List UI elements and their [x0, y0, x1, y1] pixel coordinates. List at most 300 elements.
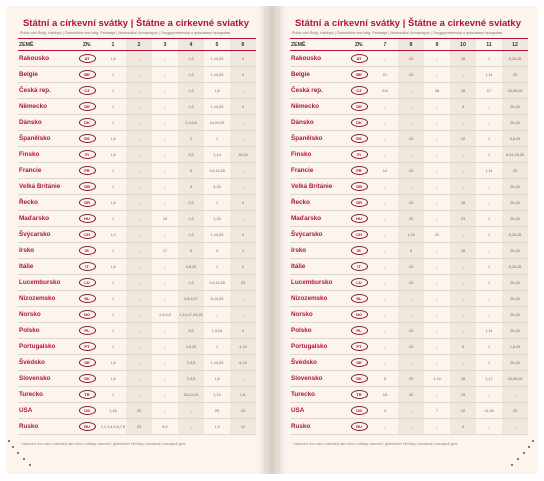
country-name: USA — [290, 403, 346, 419]
holiday-dates-cell: 5,6 — [178, 323, 204, 339]
holiday-dates-cell: – — [126, 387, 152, 403]
country-code-badge: SK — [79, 374, 96, 383]
country-name: Německo — [18, 99, 74, 115]
holiday-dates-cell: 2,5,25 — [178, 339, 204, 355]
table-row — [18, 163, 256, 179]
table-row — [290, 51, 528, 67]
footnote: * nahrazení dne volna / náhradný deň voľna / holidays observed / gesetzlicher Feiertag / szabadnap / выходной день — [292, 442, 458, 446]
holiday-dates-cell: 1 — [100, 211, 126, 227]
holiday-dates-cell: – — [424, 291, 450, 307]
holiday-dates-cell: – — [126, 339, 152, 355]
holiday-dates-cell: 1,8 — [204, 371, 230, 387]
country-name: Španělsko — [290, 131, 346, 147]
holiday-dates-cell: – — [152, 131, 178, 147]
country-code-badge: BE — [79, 70, 96, 79]
holiday-dates-cell: 11,28 — [476, 403, 502, 419]
holiday-dates-cell: 17 — [152, 243, 178, 259]
holiday-dates-cell: – — [424, 115, 450, 131]
holiday-dates-cell: 1 — [100, 291, 126, 307]
holiday-dates-cell: – — [230, 131, 256, 147]
country-code-cell — [74, 419, 100, 435]
holiday-dates-cell: – — [152, 403, 178, 419]
holiday-dates-cell: 28 — [450, 371, 476, 387]
country-code-cell — [74, 387, 100, 403]
holiday-dates-cell: – — [398, 99, 424, 115]
country-code-badge: NL — [351, 294, 368, 303]
holiday-dates-cell: 20 — [126, 403, 152, 419]
holiday-dates-cell: – — [152, 371, 178, 387]
country-code-badge: DK — [351, 118, 368, 127]
holiday-dates-cell: 5 — [450, 339, 476, 355]
country-name: Lucembursko — [290, 275, 346, 291]
holiday-dates-cell: – — [126, 275, 152, 291]
column-header-month: 10 — [450, 39, 476, 51]
corner-dots-left — [8, 440, 9, 441]
country-code-badge: NO — [351, 310, 368, 319]
country-name: Francie — [18, 163, 74, 179]
holiday-dates-cell: – — [372, 147, 398, 163]
country-code-badge: TR — [79, 390, 96, 399]
holiday-dates-cell: 1 — [100, 67, 126, 83]
country-code-cell — [74, 115, 100, 131]
holiday-dates-cell: – — [126, 163, 152, 179]
country-name: Řecko — [290, 195, 346, 211]
holiday-dates-cell: 12 — [450, 131, 476, 147]
holiday-dates-cell: 1,2,3,4,5,6,7,8 — [100, 419, 126, 435]
country-code-cell — [74, 403, 100, 419]
country-name: Česká rep. — [290, 83, 346, 99]
country-code-badge: PL — [79, 326, 96, 335]
table-row — [18, 339, 256, 355]
holiday-dates-cell: 1 — [476, 211, 502, 227]
country-code-cell — [346, 371, 372, 387]
holiday-dates-cell: 26 — [450, 51, 476, 67]
column-header-code: ZN. — [346, 39, 372, 51]
holiday-dates-cell: – — [424, 179, 450, 195]
country-code-cell — [74, 179, 100, 195]
country-name: Irsko — [290, 243, 346, 259]
country-code-badge: SE — [351, 358, 368, 367]
holiday-dates-cell: 15 — [398, 259, 424, 275]
holiday-dates-cell: – — [126, 291, 152, 307]
holiday-dates-cell: 2,3,5 — [178, 355, 204, 371]
country-code-cell — [346, 147, 372, 163]
holiday-dates-cell: 1,5 — [178, 211, 204, 227]
holiday-dates-cell: 1,14,25 — [204, 99, 230, 115]
holiday-dates-cell: – — [424, 339, 450, 355]
holiday-dates-cell: 25 — [204, 403, 230, 419]
holiday-dates-cell: – — [450, 323, 476, 339]
holiday-dates-cell: 1 — [100, 339, 126, 355]
holiday-dates-cell: 1,11 — [476, 323, 502, 339]
holiday-dates-cell: – — [230, 307, 256, 323]
table-header-row — [18, 39, 256, 51]
country-code-cell — [346, 275, 372, 291]
column-header-month: 9 — [424, 39, 450, 51]
country-name: Portugalsko — [290, 339, 346, 355]
country-name: Maďarsko — [290, 211, 346, 227]
country-code-cell — [346, 99, 372, 115]
holiday-dates-cell: 2,3,5,6 — [178, 115, 204, 131]
holiday-dates-cell: – — [372, 259, 398, 275]
holiday-dates-cell: 2 — [230, 259, 256, 275]
holiday-dates-cell: – — [398, 179, 424, 195]
table-row — [18, 275, 256, 291]
holiday-table-left — [18, 38, 256, 435]
holiday-dates-cell: 15 — [398, 67, 424, 83]
holiday-dates-cell: 4 — [204, 243, 230, 259]
holiday-dates-cell: 12 — [450, 403, 476, 419]
holiday-dates-cell: 5,14,25 — [204, 291, 230, 307]
country-code-cell — [346, 51, 372, 67]
holiday-dates-cell: 1,14,25 — [204, 51, 230, 67]
holiday-dates-cell: 1 — [204, 339, 230, 355]
holiday-dates-cell: – — [476, 291, 502, 307]
country-name: Polsko — [18, 323, 74, 339]
holiday-dates-cell: 1 — [230, 243, 256, 259]
country-name: Dánsko — [18, 115, 74, 131]
holiday-dates-cell: 18,20 — [230, 147, 256, 163]
holiday-dates-cell: – — [126, 115, 152, 131]
holiday-dates-cell: 8,9 — [152, 419, 178, 435]
holiday-dates-cell: – — [476, 195, 502, 211]
holiday-dates-cell: – — [424, 67, 450, 83]
holiday-dates-cell: – — [178, 419, 204, 435]
country-code-cell — [74, 243, 100, 259]
country-code-badge: GR — [351, 198, 368, 207]
holiday-dates-cell: 1 — [100, 243, 126, 259]
holiday-dates-cell: 15 — [398, 131, 424, 147]
holiday-dates-cell: 5,6 — [372, 83, 398, 99]
holiday-dates-cell: – — [126, 371, 152, 387]
holiday-dates-cell: 1 — [476, 51, 502, 67]
table-row — [18, 259, 256, 275]
holiday-dates-cell: – — [398, 115, 424, 131]
holiday-dates-cell: – — [372, 99, 398, 115]
holiday-dates-cell: – — [230, 163, 256, 179]
table-row — [18, 355, 256, 371]
country-code-badge: CH — [351, 230, 368, 239]
holiday-dates-cell: – — [230, 371, 256, 387]
holiday-dates-cell: – — [450, 163, 476, 179]
holiday-dates-cell: – — [424, 211, 450, 227]
holiday-dates-cell: 1,5 — [178, 275, 204, 291]
column-header-month: 7 — [372, 39, 398, 51]
country-code-badge: NL — [79, 294, 96, 303]
holiday-dates-cell: – — [424, 99, 450, 115]
holiday-dates-cell: – — [372, 115, 398, 131]
holiday-dates-cell: 1 — [204, 259, 230, 275]
holiday-dates-cell: 25,26 — [502, 115, 528, 131]
holiday-dates-cell: – — [126, 131, 152, 147]
holiday-dates-cell: – — [424, 163, 450, 179]
holiday-dates-cell: 1 — [476, 355, 502, 371]
holiday-dates-cell: 30 — [398, 387, 424, 403]
country-code-cell — [74, 99, 100, 115]
holiday-dates-cell: 25 — [502, 67, 528, 83]
column-header-month: 6 — [230, 39, 256, 51]
holiday-dates-cell: 1,25 — [204, 211, 230, 227]
holiday-dates-cell: 3,5 — [178, 147, 204, 163]
holiday-dates-cell: 20 — [398, 211, 424, 227]
holiday-dates-cell: – — [126, 211, 152, 227]
holiday-dates-cell: – — [126, 323, 152, 339]
page-subtitle: Public and Relig. Holidays | Gesetzliche und relig. Feiertage | Nemzetközi ünnepnapok | Государственные и церковные праздники — [20, 31, 231, 35]
country-name: Řecko — [18, 195, 74, 211]
holiday-dates-cell: – — [502, 387, 528, 403]
holiday-dates-cell: 1 — [100, 99, 126, 115]
holiday-dates-cell: 1,5 — [178, 83, 204, 99]
holiday-dates-cell: 5,6,25 — [178, 259, 204, 275]
holiday-dates-cell: – — [372, 275, 398, 291]
holiday-dates-cell: – — [152, 115, 178, 131]
holiday-dates-cell: 25,26 — [502, 355, 528, 371]
country-name: Švédsko — [18, 355, 74, 371]
holiday-dates-cell: 1,3,24 — [204, 323, 230, 339]
country-code-cell — [74, 227, 100, 243]
holiday-dates-cell: 1,14,25 — [204, 227, 230, 243]
holiday-dates-cell: – — [126, 227, 152, 243]
holiday-dates-cell: 1,9,14,25 — [204, 275, 230, 291]
holiday-dates-cell: 1,15 — [424, 371, 450, 387]
country-name: Turecko — [290, 387, 346, 403]
holiday-dates-cell: 25,26 — [502, 323, 528, 339]
country-code-badge: NO — [79, 310, 96, 319]
column-header-country: ZEMĚ — [18, 39, 74, 51]
table-row — [18, 195, 256, 211]
holiday-dates-cell: 5 — [178, 163, 204, 179]
holiday-dates-cell: – — [152, 163, 178, 179]
holiday-dates-cell: 25 — [502, 403, 528, 419]
holiday-dates-cell: 1,5 — [178, 99, 204, 115]
table-row — [290, 179, 528, 195]
holiday-dates-cell: 3 — [450, 99, 476, 115]
holiday-dates-cell: – — [152, 323, 178, 339]
holiday-dates-cell: 12 — [230, 419, 256, 435]
table-row — [290, 115, 528, 131]
holiday-dates-cell: – — [476, 307, 502, 323]
country-code-badge: GB — [79, 182, 96, 191]
page-title: Státní a církevní svátky | Štátne a cirkevné sviatky — [22, 18, 250, 29]
holiday-dates-cell: 1 — [476, 275, 502, 291]
country-code-cell — [346, 307, 372, 323]
country-code-badge: GR — [79, 198, 96, 207]
holiday-dates-cell: 17 — [476, 83, 502, 99]
country-code-cell — [346, 243, 372, 259]
holiday-dates-cell: 4 — [230, 227, 256, 243]
table-row — [290, 339, 528, 355]
holiday-dates-cell: 1 — [100, 307, 126, 323]
country-code-badge: SK — [351, 374, 368, 383]
corner-dots-right — [506, 440, 507, 441]
holiday-dates-cell: – — [450, 275, 476, 291]
holiday-dates-cell: – — [230, 83, 256, 99]
table-row — [290, 275, 528, 291]
country-code-cell — [346, 339, 372, 355]
holiday-dates-cell: 2,5 — [178, 195, 204, 211]
table-row — [290, 259, 528, 275]
holiday-dates-cell: 29 — [450, 387, 476, 403]
country-code-cell — [346, 403, 372, 419]
country-code-badge: FR — [351, 166, 368, 175]
table-row — [18, 403, 256, 419]
country-name: Belgie — [18, 67, 74, 83]
holiday-dates-cell: – — [398, 355, 424, 371]
country-code-badge: RU — [79, 422, 96, 431]
holiday-dates-cell: 1,5 — [178, 67, 204, 83]
holiday-dates-cell: – — [126, 259, 152, 275]
holiday-dates-cell: 15 — [398, 163, 424, 179]
holiday-dates-cell: – — [152, 147, 178, 163]
holiday-dates-cell: 23 — [230, 275, 256, 291]
column-header-month: 11 — [476, 39, 502, 51]
holiday-dates-cell: – — [424, 419, 450, 435]
table-row — [290, 163, 528, 179]
holiday-dates-cell: 1,6 — [100, 147, 126, 163]
country-code-cell — [74, 291, 100, 307]
holiday-dates-cell: 1,17 — [476, 371, 502, 387]
country-name: Rakousko — [18, 51, 74, 67]
country-code-cell — [74, 163, 100, 179]
country-name: Česká rep. — [18, 83, 74, 99]
country-code-badge: AT — [79, 54, 96, 63]
holiday-dates-cell: – — [126, 243, 152, 259]
country-code-badge: LU — [351, 278, 368, 287]
holiday-dates-cell: – — [424, 323, 450, 339]
holiday-dates-cell: 23 — [450, 211, 476, 227]
holiday-dates-cell: 1,9, — [230, 387, 256, 403]
holiday-dates-cell: – — [152, 355, 178, 371]
holiday-dates-cell: – — [126, 179, 152, 195]
country-code-cell — [74, 323, 100, 339]
country-code-cell — [346, 115, 372, 131]
holiday-dates-cell: 8,25,26 — [502, 259, 528, 275]
holiday-dates-cell: – — [476, 115, 502, 131]
holiday-dates-cell: 1,6 — [100, 51, 126, 67]
country-code-cell — [74, 67, 100, 83]
holiday-table-right — [290, 38, 528, 435]
holiday-dates-cell: – — [152, 195, 178, 211]
holiday-dates-cell: 20 — [424, 227, 450, 243]
country-code-cell — [74, 259, 100, 275]
country-code-cell — [346, 291, 372, 307]
country-name: Nizozemsko — [290, 291, 346, 307]
table-row — [290, 131, 528, 147]
holiday-dates-cell: – — [450, 259, 476, 275]
holiday-dates-cell: 1,6 — [100, 355, 126, 371]
table-header-row — [290, 39, 528, 51]
holiday-dates-cell: – — [424, 147, 450, 163]
country-code-badge: IE — [79, 246, 96, 255]
holiday-dates-cell: 1 — [476, 227, 502, 243]
country-name: USA — [18, 403, 74, 419]
holiday-dates-cell: – — [450, 147, 476, 163]
holiday-dates-cell: 4 — [230, 67, 256, 83]
holiday-dates-cell: 1 — [100, 179, 126, 195]
country-code-badge: DE — [351, 102, 368, 111]
holiday-dates-cell: 1,14 — [204, 147, 230, 163]
holiday-dates-cell: 15 — [398, 339, 424, 355]
country-code-cell — [346, 323, 372, 339]
holiday-dates-cell: – — [152, 99, 178, 115]
table-row — [18, 227, 256, 243]
holiday-dates-cell: 2,3,5 — [178, 371, 204, 387]
table-row — [18, 211, 256, 227]
holiday-dates-cell: 25,26 — [502, 291, 528, 307]
holiday-dates-cell: 25,26 — [502, 243, 528, 259]
holiday-dates-cell: 1,8,25 — [502, 339, 528, 355]
country-code-cell — [74, 51, 100, 67]
table-row — [290, 67, 528, 83]
country-code-badge: HU — [351, 214, 368, 223]
table-row — [18, 99, 256, 115]
holiday-dates-cell: 23 — [126, 419, 152, 435]
table-row — [18, 83, 256, 99]
column-header-month: 4 — [178, 39, 204, 51]
country-code-cell — [74, 307, 100, 323]
table-row — [290, 387, 528, 403]
country-name: Itálie — [18, 259, 74, 275]
country-code-cell — [346, 355, 372, 371]
country-name: Švédsko — [290, 355, 346, 371]
holiday-dates-cell: – — [450, 291, 476, 307]
country-code-badge: IT — [351, 262, 368, 271]
country-code-badge: FI — [79, 150, 96, 159]
holiday-dates-cell: – — [230, 291, 256, 307]
holiday-dates-cell: 2,3,5,6 — [152, 307, 178, 323]
holiday-dates-cell: 1 — [476, 147, 502, 163]
country-code-badge: CZ — [351, 86, 368, 95]
country-code-cell — [346, 67, 372, 83]
country-name: Belgie — [290, 67, 346, 83]
country-code-cell — [346, 83, 372, 99]
country-name: Rakousko — [290, 51, 346, 67]
holiday-dates-cell: 1,16 — [100, 403, 126, 419]
holiday-dates-cell: 15 — [398, 275, 424, 291]
country-code-cell — [74, 339, 100, 355]
table-row — [18, 291, 256, 307]
country-code-badge: IT — [79, 262, 96, 271]
holiday-dates-cell: 1 — [476, 259, 502, 275]
holiday-dates-cell: – — [372, 227, 398, 243]
country-code-cell — [346, 227, 372, 243]
country-code-cell — [74, 83, 100, 99]
holiday-dates-cell: 1,9 — [204, 419, 230, 435]
holiday-dates-cell: 1,14,25 — [204, 67, 230, 83]
holiday-dates-cell: 1,14,25 — [204, 355, 230, 371]
holiday-dates-cell: 25,26 — [502, 307, 528, 323]
table-row — [290, 323, 528, 339]
country-code-badge: CZ — [79, 86, 96, 95]
holiday-dates-cell: – — [230, 211, 256, 227]
country-name: Švýcarsko — [290, 227, 346, 243]
holiday-dates-cell: 1,5 — [178, 227, 204, 243]
holiday-dates-cell: 28 — [424, 83, 450, 99]
holiday-dates-cell: – — [152, 227, 178, 243]
table-row — [18, 243, 256, 259]
holiday-dates-cell: 1 — [476, 131, 502, 147]
holiday-dates-cell: 4 — [230, 195, 256, 211]
holiday-dates-cell: – — [372, 131, 398, 147]
holiday-dates-cell: – — [450, 355, 476, 371]
holiday-dates-cell: 2 — [178, 131, 204, 147]
holiday-dates-cell: – — [152, 291, 178, 307]
holiday-dates-cell: – — [476, 179, 502, 195]
page-title: Státní a církevní svátky | Štátne a cirkevné sviatky — [294, 18, 522, 29]
holiday-dates-cell: – — [230, 179, 256, 195]
holiday-dates-cell: 25,26 — [502, 179, 528, 195]
holiday-dates-cell: 1,19 — [204, 387, 230, 403]
